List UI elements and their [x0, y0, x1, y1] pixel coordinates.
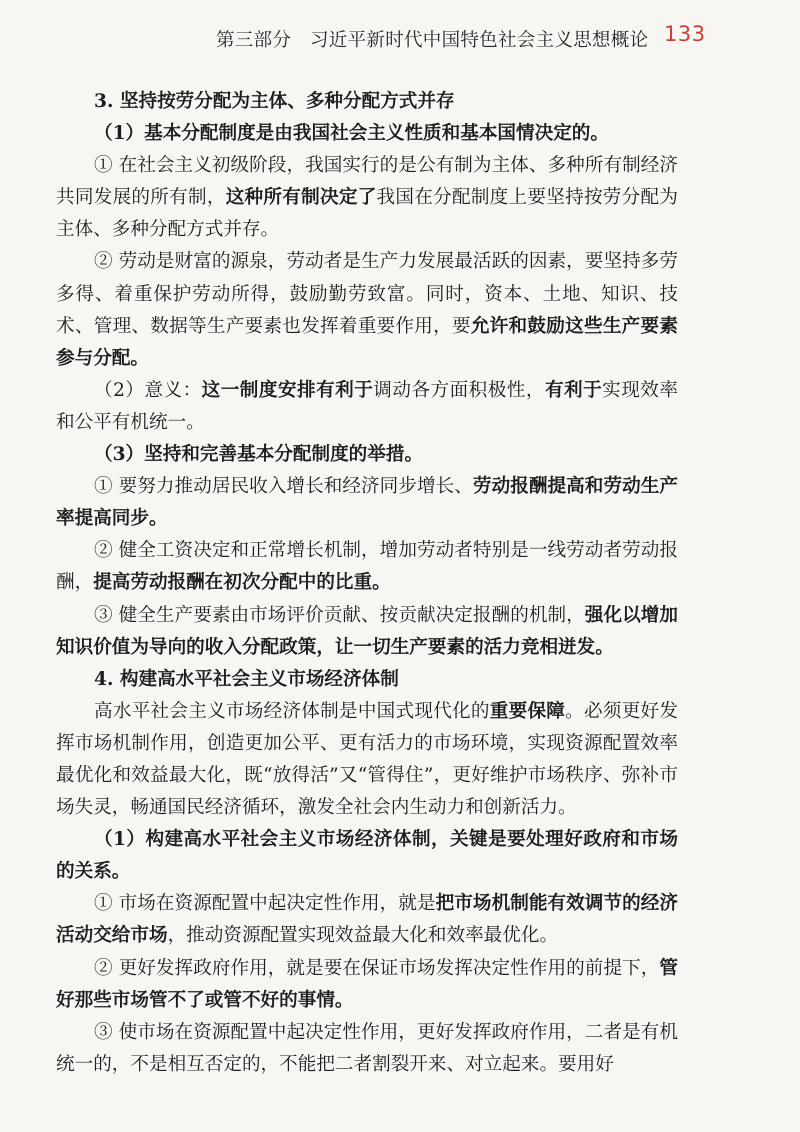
bold-text-segment: 这种所有制决定了: [225, 187, 377, 209]
paragraph: [56, 118, 678, 150]
bold-text-segment: 把市场机制能有效调节的经济活动交给市场: [56, 893, 678, 947]
bold-text-segment: 劳动报酬提高和劳动生产率提高同步。: [56, 476, 678, 530]
text-segment: ② 劳动是财富的源泉，劳动者是生产力发展最活跃的因素，要坚持多劳多得、着重保护劳动所得，鼓励勤劳致富。同时，资本、土地、知识、技术、管理、数据等生产要素也发挥着重要作用，要: [56, 251, 678, 337]
text-segment: ② 健全工资决定和正常增长机制，增加劳动者特别是一线劳动者劳动报酬，: [56, 540, 678, 594]
text-segment: ③ 使市场在资源配置中起决定性作用，更好发挥政府作用，二者是有机统一的，不是相互否定的，不能把二者割裂开来、对立起来。要用好: [56, 1021, 678, 1075]
running-header-title: 第三部分 习近平新时代中国特色社会主义思想概论: [216, 30, 649, 51]
paragraph: [56, 150, 678, 246]
paragraph: [56, 664, 678, 696]
page-header: [0, 22, 800, 58]
text-segment: 调动各方面积极性，: [373, 379, 545, 401]
paragraph: [56, 888, 678, 952]
text-segment: ，推动资源配置实现效益最大化和效率最优化。: [167, 925, 559, 947]
bold-text-segment: （1）构建高水平社会主义市场经济体制，关键是要处理好政府和市场的关系。: [56, 829, 678, 883]
bold-text-segment: 允许和鼓励这些生产要素参与分配。: [56, 315, 678, 369]
paragraph: [56, 535, 678, 599]
paragraph: [56, 824, 678, 888]
paragraph: [56, 600, 678, 664]
bold-text-segment: 提高劳动报酬在初次分配中的比重。: [93, 572, 391, 594]
bold-text-segment: 重要保障: [489, 700, 566, 722]
bold-text-segment: 强化以增加知识价值为导向的收入分配政策，让一切生产要素的活力竞相迸发。: [56, 604, 678, 658]
body-text: [56, 86, 678, 1081]
bold-text-segment: 4. 构建高水平社会主义市场经济体制: [94, 668, 399, 690]
text-segment: 实现效率和公平有机统一。: [56, 379, 678, 433]
text-segment: ① 市场在资源配置中起决定性作用，就是: [94, 893, 436, 915]
paragraph: [56, 953, 678, 1017]
text-segment: 。必须更好发挥市场机制作用，创造更加公平、更有活力的市场环境，实现资源配置效率最优化和效益最大化，既“放得活”又“管得住”，更好维护市场秩序、弥补市场失灵，畅通国民经济循环，激发全社会内生动力和创新活力。: [56, 700, 678, 819]
text-segment: ① 在社会主义初级阶段，我国实行的是公有制为主体、多种所有制经济共同发展的所有制，: [56, 155, 678, 209]
paragraph: [56, 86, 678, 118]
bold-text-segment: 管好那些市场管不了或管不好的事情。: [56, 957, 678, 1011]
text-segment: ③ 健全生产要素由市场评价贡献、按贡献决定报酬的机制，: [94, 604, 585, 626]
text-segment: 高水平社会主义市场经济体制是中国式现代化的: [94, 700, 490, 722]
paragraph: [56, 1017, 678, 1081]
text-segment: ① 要努力推动居民收入增长和经济同步增长、: [94, 476, 473, 498]
paragraph: [56, 696, 678, 824]
text-segment: （2）意义：: [94, 379, 202, 401]
page-number: 133: [664, 22, 706, 46]
paragraph: [56, 375, 678, 439]
paragraph: [56, 246, 678, 374]
bold-text-segment: 3. 坚持按劳分配为主体、多种分配方式并存: [94, 91, 455, 112]
paragraph: [56, 471, 678, 535]
paragraph: [56, 439, 678, 471]
text-segment: ② 更好发挥政府作用，就是要在保证市场发挥决定性作用的前提下，: [94, 957, 660, 979]
text-segment: 我国在分配制度上要坚持按劳分配为主体、多种分配方式并存。: [56, 187, 678, 241]
bold-text-segment: 这一制度安排有利于: [201, 379, 374, 401]
bold-text-segment: 有利于: [544, 379, 603, 401]
bold-text-segment: （1）基本分配制度是由我国社会主义性质和基本国情决定的。: [94, 123, 609, 145]
bold-text-segment: （3）坚持和完善基本分配制度的举措。: [94, 444, 424, 466]
